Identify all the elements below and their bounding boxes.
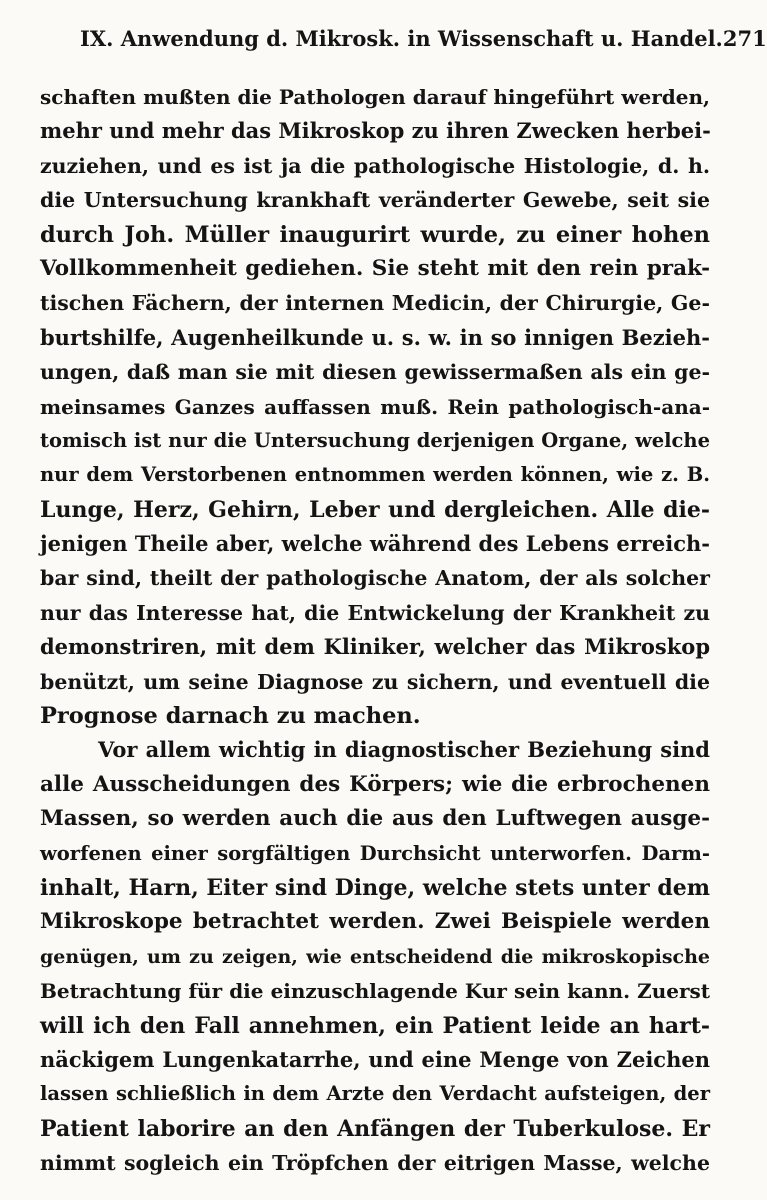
text-line: Mikroskope betrachtet werden. Zwei Beispiele werden bbox=[40, 909, 710, 935]
text-line: die Untersuchung krankhaft veränderter Gewebe, seit sie bbox=[40, 188, 710, 213]
text-line: nur das Interesse hat, die Entwickelung der Krankheit zu bbox=[40, 600, 710, 625]
chapter-title: IX. Anwendung d. Mikrosk. in Wissenschaft u. Handel. bbox=[80, 25, 723, 51]
text-line: Prognose darnach zu machen. bbox=[40, 703, 421, 730]
page-body bbox=[40, 80, 710, 1181]
text-line: näckigem Lungenkatarrhe, und eine Menge von Zeichen bbox=[40, 1046, 710, 1072]
text-line: Betrachtung für die einzuschlagende Kur sein kann. Zuerst bbox=[40, 979, 710, 1004]
paragraph bbox=[40, 733, 710, 1180]
text-line: nur dem Verstorbenen entnommen werden können, wie z. B. bbox=[40, 463, 710, 487]
text-line: bar sind, theilt der pathologische Anatom, der als solcher bbox=[40, 566, 710, 591]
text-line: benützt, um seine Diagnose zu sichern, und eventuell die bbox=[40, 669, 710, 694]
text-line: Vollkommenheit gediehen. Sie steht mit den rein prak- bbox=[40, 255, 710, 281]
text-line: Vor allem wichtig in diagnostischer Beziehung sind bbox=[98, 737, 710, 763]
text-line: worfenen einer sorgfältigen Durchsicht unterworfen. Darm- bbox=[40, 841, 710, 865]
running-header bbox=[80, 16, 767, 60]
text-line: demonstriren, mit dem Kliniker, welcher das Mikroskop bbox=[40, 634, 710, 660]
text-line: durch Joh. Müller inaugurirt wurde, zu einer hohen bbox=[40, 221, 710, 248]
text-line: Lunge, Herz, Gehirn, Leber und dergleichen. Alle die- bbox=[40, 496, 710, 523]
text-line: jenigen Theile aber, welche während des Lebens erreich- bbox=[40, 531, 710, 557]
text-line: ungen, daß man sie mit diesen gewissermaßen als ein ge- bbox=[40, 360, 710, 385]
text-line: alle Ausscheidungen des Körpers; wie die erbrochenen bbox=[40, 771, 710, 797]
text-line: lassen schließlich in dem Arzte den Verdacht aufsteigen, der bbox=[40, 1082, 710, 1106]
paragraph bbox=[40, 80, 710, 733]
text-line: genügen, um zu zeigen, wie entscheidend die mikroskopische bbox=[40, 945, 710, 968]
text-line: nimmt sogleich ein Tröpfchen der eitrigen Masse, welche bbox=[40, 1151, 710, 1176]
page-number: 271 bbox=[722, 25, 767, 51]
text-line: Patient laborire an den Anfängen der Tuberkulose. Er bbox=[40, 1115, 710, 1142]
text-line: meinsames Ganzes auffassen muß. Rein pathologisch-ana- bbox=[40, 394, 710, 419]
text-line: will ich den Fall annehmen, ein Patient leide an hart- bbox=[40, 1012, 710, 1039]
text-line: inhalt, Harn, Eiter sind Dinge, welche stets unter dem bbox=[40, 874, 710, 901]
text-line: zuziehen, und es ist ja die pathologische Histologie, d. h. bbox=[40, 153, 710, 178]
text-line: tischen Fächern, der internen Medicin, der Chirurgie, Ge- bbox=[40, 291, 710, 316]
text-line: schaften mußten die Pathologen darauf hingeführt werden, bbox=[40, 85, 710, 109]
text-line: tomisch ist nur die Untersuchung derjenigen Organe, welche bbox=[40, 428, 710, 452]
text-line: mehr und mehr das Mikroskop zu ihren Zwecken herbei- bbox=[40, 118, 711, 144]
text-line: burtshilfe, Augenheilkunde u. s. w. in so innigen Bezieh- bbox=[40, 324, 710, 350]
text-line: Massen, so werden auch die aus den Luftwegen ausge- bbox=[40, 806, 710, 832]
